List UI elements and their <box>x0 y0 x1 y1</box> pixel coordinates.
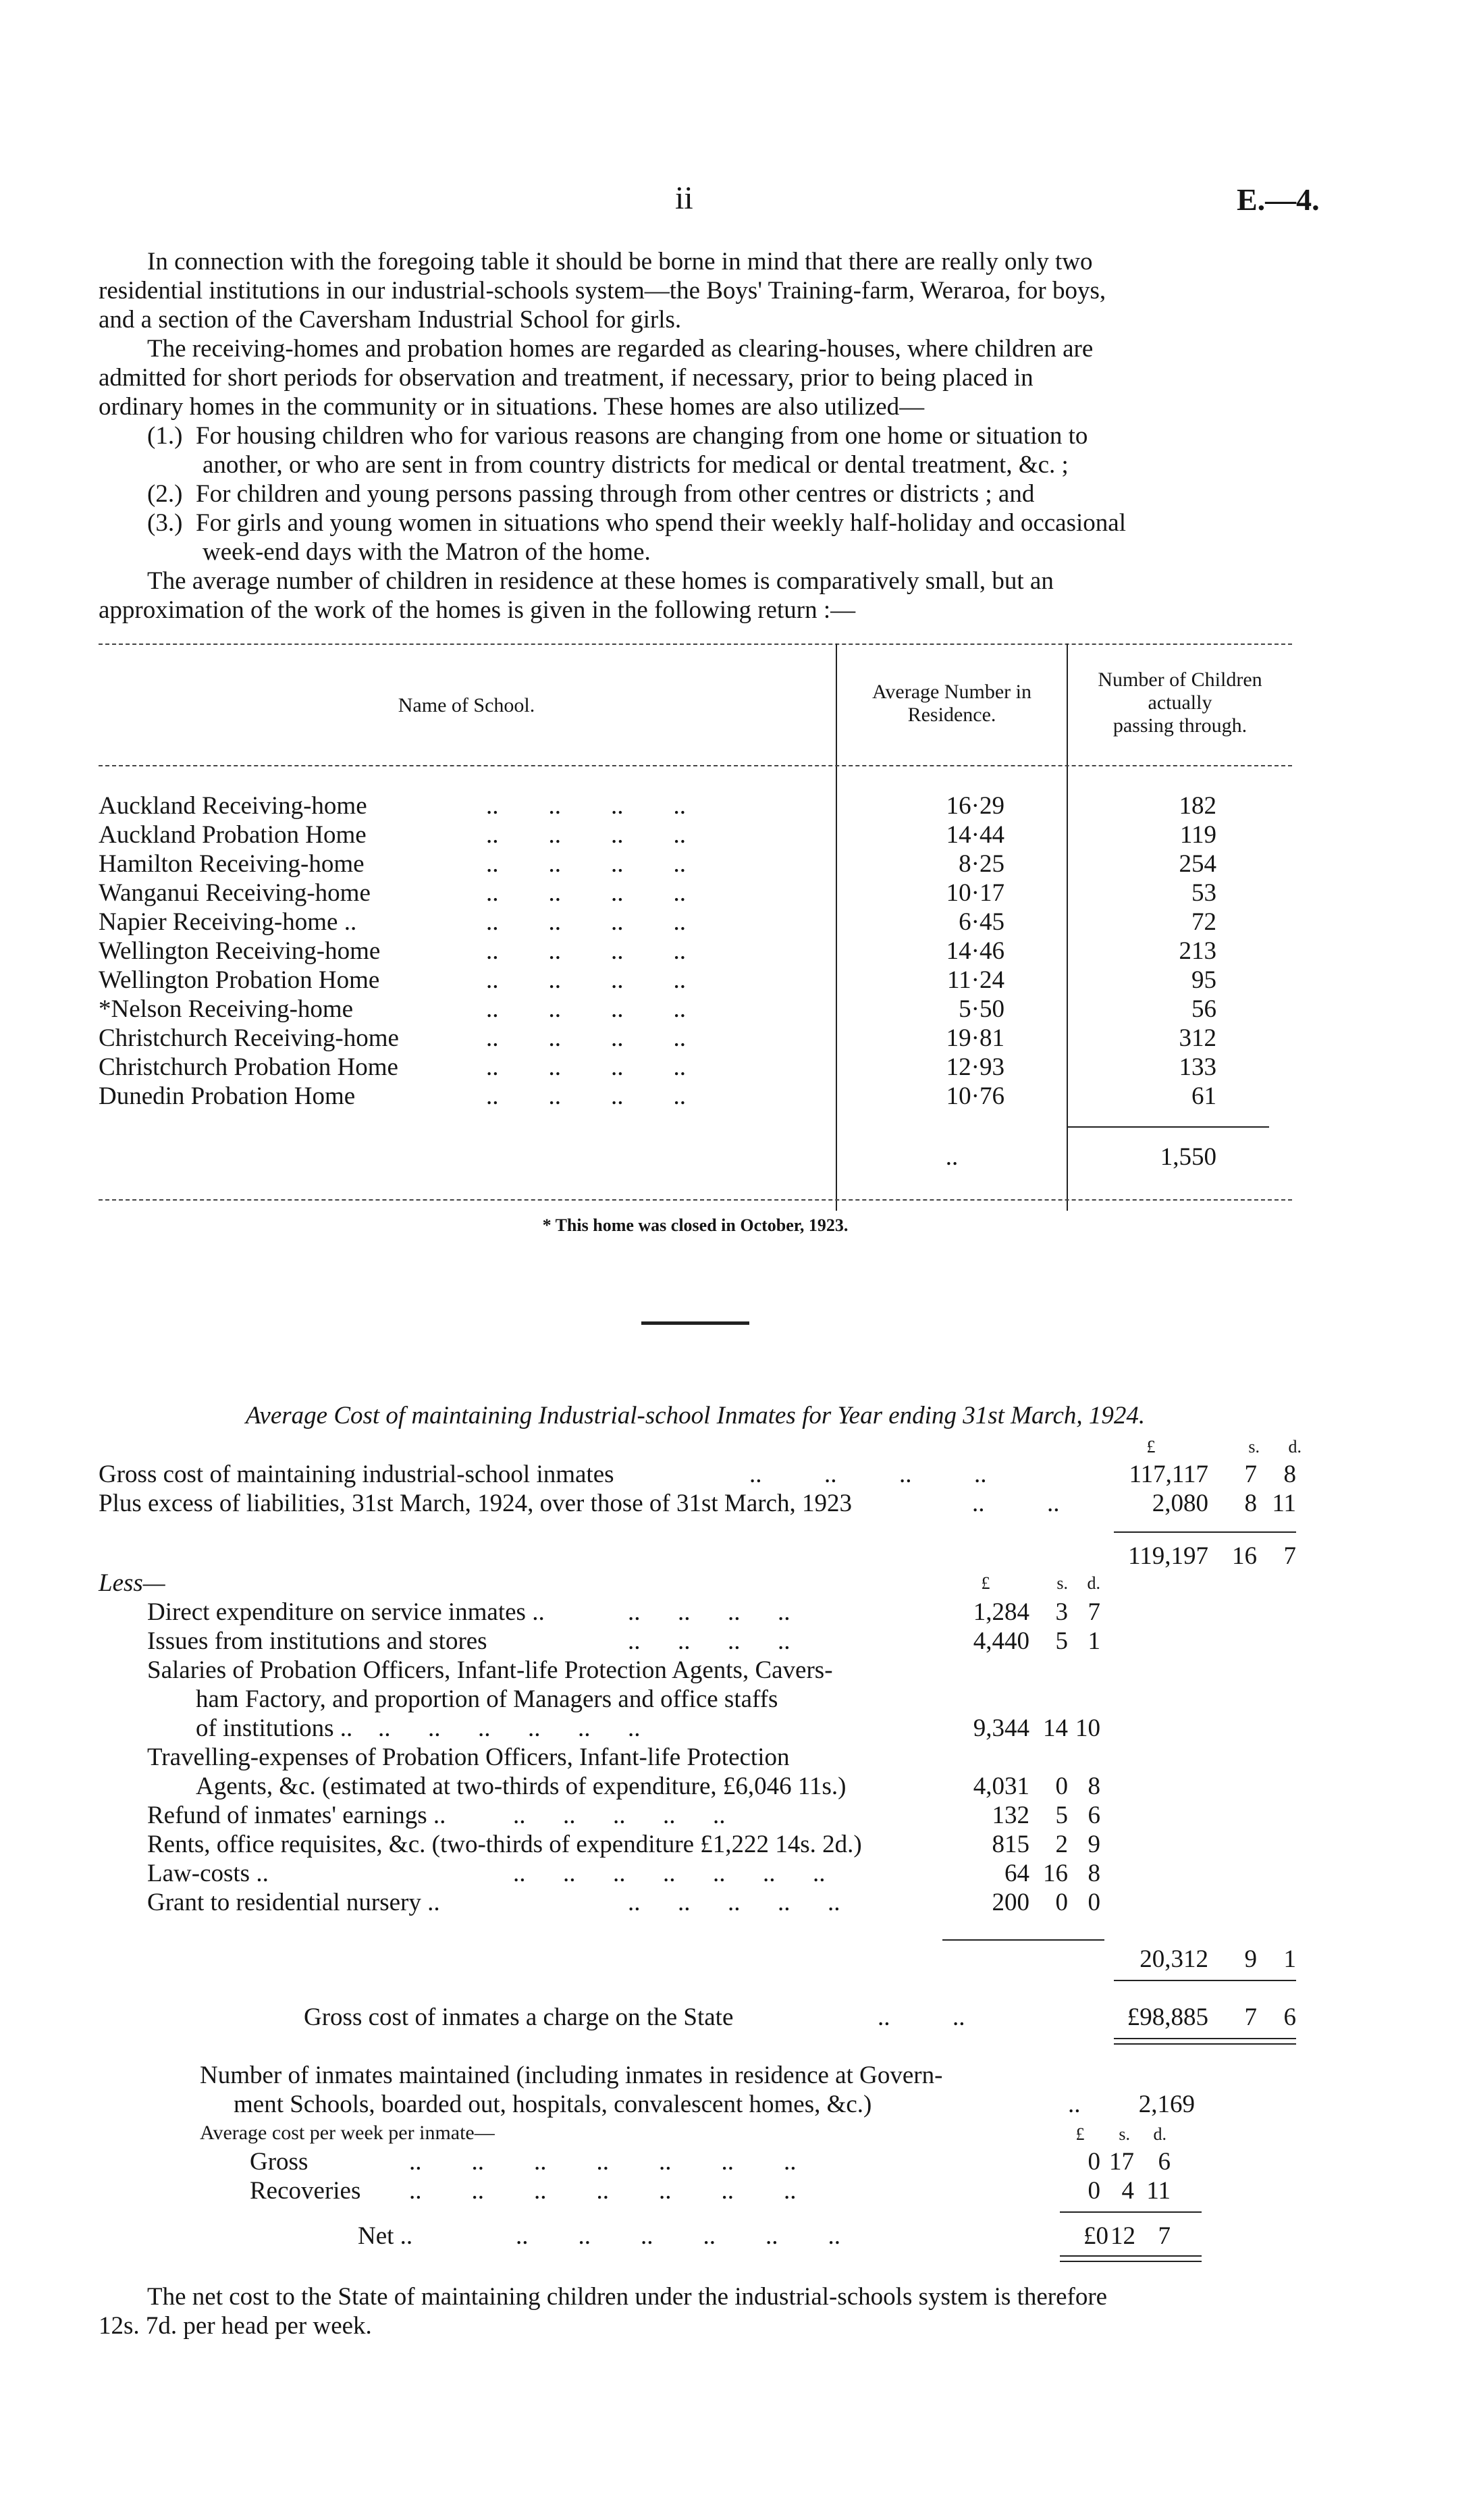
weekly-row-dots: .. .. .. .. .. .. .. <box>409 2148 797 2176</box>
table-row-passing: 133 <box>1179 1053 1216 1081</box>
table-header-rule <box>99 765 1292 766</box>
intro-item-2-num: (2.) <box>147 480 183 508</box>
weekly-header-pence: d. <box>1153 2124 1166 2144</box>
table-row-average: 8·25 <box>959 850 1004 878</box>
deduction-pence: 10 <box>1075 1714 1100 1742</box>
intro-p3-line-2: approximation of the work of the homes is given in the following return :— <box>99 596 856 624</box>
table-row-leader-dots: .. .. .. .. <box>486 937 686 965</box>
net-double-rule-1 <box>1060 2255 1202 2257</box>
table-header-passing-line-1: Number of Children <box>1098 668 1262 691</box>
gross-line-dots: .. .. .. .. <box>749 1461 987 1488</box>
table-row-leader-dots: .. .. .. .. <box>486 1082 686 1110</box>
intro-p2-line-2: admitted for short periods for observation and treatment, if necessary, prior to being placed in <box>99 364 1034 392</box>
deduction-line-text: Direct expenditure on service inmates .. <box>147 1598 545 1626</box>
weekly-row-pence: 6 <box>1158 2148 1171 2176</box>
deduction-line-text: Agents, &c. (estimated at two-thirds of expenditure, £6,046 11s.) <box>196 1773 847 1800</box>
deduction-line-dots: .. .. .. .. .. .. .. <box>513 1860 826 1887</box>
inmates-dots: .. <box>1068 2091 1081 2118</box>
table-row-name: Dunedin Probation Home <box>99 1082 356 1110</box>
table-row-name: Wanganui Receiving-home <box>99 879 371 907</box>
deduction-amount: 132 <box>992 1802 1029 1829</box>
table-row-average: 19·81 <box>946 1024 1004 1052</box>
weekly-row-shillings: 4 <box>1121 2177 1134 2205</box>
state-charge-double-rule-2 <box>1114 2043 1296 2045</box>
deductions-header-pounds: £ <box>981 1573 990 1593</box>
cost-header-pence: d. <box>1288 1437 1302 1456</box>
inmates-value: 2,169 <box>1138 2091 1195 2118</box>
state-charge-pence: 6 <box>1283 2003 1296 2031</box>
cost-title: Average Cost of maintaining Industrial-school Inmates for Year ending 31st March, 1924. <box>245 1402 1146 1429</box>
table-header-average-line-1: Average Number in <box>871 681 1031 703</box>
intro-p1-line-1: In connection with the foregoing table it should be borne in mind that there are really only two <box>147 248 1093 275</box>
deductions-total-amount: 20,312 <box>1139 1945 1208 1973</box>
deduction-amount: 4,440 <box>973 1627 1029 1655</box>
deduction-line-dots: .. .. .. .. <box>628 1598 790 1626</box>
deduction-pence: 9 <box>1088 1831 1100 1858</box>
net-label: Net .. <box>358 2222 413 2250</box>
table-row-average: 10·76 <box>946 1082 1004 1110</box>
table-row-leader-dots: .. .. .. .. <box>486 821 686 849</box>
intro-p1-line-2: residential institutions in our industrial-schools system—the Boys' Training-farm, Weraroa, for boys, <box>99 277 1106 305</box>
gross-line-amount: 2,080 <box>1152 1490 1208 1517</box>
table-total-rule <box>1067 1126 1269 1128</box>
weekly-row-dots: .. .. .. .. .. .. .. <box>409 2177 797 2205</box>
table-row-average: 16·29 <box>946 792 1004 820</box>
table-row-passing: 182 <box>1179 792 1216 820</box>
subtotal-shillings: 16 <box>1232 1542 1257 1570</box>
table-row-leader-dots: .. .. .. .. <box>486 792 686 820</box>
cost-header-pounds: £ <box>1146 1437 1156 1456</box>
intro-item-1-line-2: another, or who are sent in from country districts for medical or dental treatment, &c. ; <box>203 451 1069 479</box>
net-pounds: £0 <box>1083 2222 1108 2250</box>
table-total-average: .. <box>945 1143 959 1171</box>
intro-item-1-num: (1.) <box>147 422 183 450</box>
gross-line-pence: 11 <box>1272 1490 1296 1517</box>
table-row-leader-dots: .. .. .. .. <box>486 850 686 878</box>
deduction-shillings: 2 <box>1055 1831 1068 1858</box>
deductions-header-pence: d. <box>1087 1573 1100 1593</box>
deduction-shillings: 16 <box>1043 1860 1068 1887</box>
gross-line-amount: 117,117 <box>1129 1461 1208 1488</box>
deductions-total-shillings: 9 <box>1244 1945 1257 1973</box>
table-top-rule <box>99 644 1292 645</box>
table-row-leader-dots: .. .. .. .. <box>486 908 686 936</box>
table-row-average: 14·46 <box>946 937 1004 965</box>
deduction-pence: 7 <box>1088 1598 1100 1626</box>
table-row-passing: 61 <box>1191 1082 1216 1110</box>
table-header-passing-line-3: passing through. <box>1112 714 1248 737</box>
state-charge-double-rule-1 <box>1114 2038 1296 2039</box>
table-row-leader-dots: .. .. .. .. <box>486 995 686 1023</box>
inmates-line-1: Number of inmates maintained (including inmates in residence at Govern- <box>200 2062 943 2089</box>
state-charge-shillings: 7 <box>1244 2003 1257 2031</box>
deduction-pence: 8 <box>1088 1773 1100 1800</box>
gross-line-shillings: 7 <box>1244 1461 1257 1488</box>
weekly-row-pence: 11 <box>1146 2177 1171 2205</box>
deduction-pence: 1 <box>1088 1627 1100 1655</box>
conclusion-line-1: The net cost to the State of maintaining children under the industrial-schools system is therefore <box>147 2283 1108 2311</box>
deduction-amount: 815 <box>992 1831 1029 1858</box>
deduction-shillings: 14 <box>1043 1714 1068 1742</box>
deduction-line-dots: .. .. .. .. .. <box>628 1889 840 1916</box>
subtotal-pence: 7 <box>1283 1542 1296 1570</box>
deduction-line-text: ham Factory, and proportion of Managers and office staffs <box>196 1685 778 1713</box>
net-dots: .. .. .. .. .. .. <box>516 2222 840 2250</box>
deduction-amount: 64 <box>1004 1860 1029 1887</box>
weekly-header-shillings: s. <box>1119 2124 1130 2144</box>
table-row-leader-dots: .. .. .. .. <box>486 966 686 994</box>
table-row-name: Auckland Probation Home <box>99 821 367 849</box>
deductions-header-shillings: s. <box>1056 1573 1068 1593</box>
table-row-name: Wellington Probation Home <box>99 966 380 994</box>
subtotal-rule <box>1114 1531 1296 1533</box>
gross-line-shillings: 8 <box>1244 1490 1257 1517</box>
table-row-name: Hamilton Receiving-home <box>99 850 365 878</box>
intro-item-3-line-1: For girls and young women in situations who spend their weekly half-holiday and occasional <box>196 509 1126 537</box>
table-row-passing: 56 <box>1191 995 1216 1023</box>
deduction-line-text: of institutions .. <box>196 1714 353 1742</box>
table-row-average: 6·45 <box>959 908 1004 936</box>
deduction-line-text: Issues from institutions and stores <box>147 1627 487 1655</box>
inmates-line-2: ment Schools, boarded out, hospitals, convalescent homes, &c.) <box>234 2091 872 2118</box>
table-row-passing: 119 <box>1179 821 1216 849</box>
deductions-total-pence: 1 <box>1283 1945 1296 1973</box>
weekly-row-shillings: 17 <box>1109 2148 1134 2176</box>
intro-item-2-line-1: For children and young persons passing through from other centres or districts ; and <box>196 480 1035 508</box>
table-row-name: Auckland Receiving-home <box>99 792 367 820</box>
weekly-row-pounds: 0 <box>1088 2177 1100 2205</box>
deductions-total-rule <box>1114 1980 1296 1981</box>
weekly-header-pounds: £ <box>1075 2124 1085 2144</box>
table-total-passing: 1,550 <box>1160 1143 1216 1171</box>
deduction-shillings: 0 <box>1055 1773 1068 1800</box>
less-label: Less— <box>99 1569 165 1597</box>
intro-item-1-line-1: For housing children who for various reasons are changing from one home or situation to <box>196 422 1088 450</box>
net-double-rule-2 <box>1060 2261 1202 2262</box>
table-row-leader-dots: .. .. .. .. <box>486 879 686 907</box>
deduction-amount: 4,031 <box>973 1773 1029 1800</box>
subtotal-amount: 119,197 <box>1128 1542 1208 1570</box>
deduction-amount: 200 <box>992 1889 1029 1916</box>
table-row-passing: 254 <box>1179 850 1216 878</box>
intro-p3-line-1: The average number of children in residence at these homes is comparatively small, but an <box>147 567 1054 595</box>
deduction-shillings: 5 <box>1055 1802 1068 1829</box>
deduction-shillings: 5 <box>1055 1627 1068 1655</box>
deduction-amount: 9,344 <box>973 1714 1029 1742</box>
table-row-average: 14·44 <box>946 821 1004 849</box>
deduction-line-text: Law-costs .. <box>147 1860 269 1887</box>
gross-line-label: Gross cost of maintaining industrial-school inmates <box>99 1461 614 1488</box>
cost-header-shillings: s. <box>1248 1437 1260 1456</box>
section-divider <box>641 1321 749 1325</box>
gross-line-dots: .. .. <box>972 1490 1060 1517</box>
net-pence: 7 <box>1158 2222 1171 2250</box>
deduction-shillings: 0 <box>1055 1889 1068 1916</box>
table-row-name: Christchurch Probation Home <box>99 1053 398 1081</box>
deduction-pence: 0 <box>1088 1889 1100 1916</box>
intro-item-3-num: (3.) <box>147 509 183 537</box>
deduction-line-text: Travelling-expenses of Probation Officers, Infant-life Protection <box>147 1743 790 1771</box>
state-charge-label: Gross cost of inmates a charge on the State <box>304 2003 734 2031</box>
weekly-row-pounds: 0 <box>1088 2148 1100 2176</box>
weekly-row-label: Gross <box>250 2148 309 2176</box>
deduction-line-text: Salaries of Probation Officers, Infant-life Protection Agents, Cavers- <box>147 1656 833 1684</box>
table-row-name: Christchurch Receiving-home <box>99 1024 399 1052</box>
table-row-average: 11·24 <box>947 966 1004 994</box>
deduction-line-text: Refund of inmates' earnings .. <box>147 1802 446 1829</box>
net-shillings: 12 <box>1110 2222 1135 2250</box>
deduction-line-dots: .. .. .. .. .. .. <box>378 1714 641 1742</box>
table-row-leader-dots: .. .. .. .. <box>486 1053 686 1081</box>
deduction-pence: 8 <box>1088 1860 1100 1887</box>
table-header-average-line-2: Residence. <box>907 704 996 726</box>
conclusion-line-2: 12s. 7d. per head per week. <box>99 2312 372 2340</box>
table-footnote: * This home was closed in October, 1923. <box>542 1215 849 1235</box>
table-row-passing: 72 <box>1191 908 1216 936</box>
table-row-average: 5·50 <box>959 995 1004 1023</box>
table-row-name: Wellington Receiving-home <box>99 937 381 965</box>
table-row-passing: 213 <box>1179 937 1216 965</box>
intro-item-3-line-2: week-end days with the Matron of the home. <box>203 538 651 566</box>
table-header-passing-line-2: actually <box>1148 691 1212 714</box>
weekly-row-label: Recoveries <box>250 2177 361 2205</box>
table-row-passing: 312 <box>1179 1024 1216 1052</box>
gross-line-label: Plus excess of liabilities, 31st March, 1924, over those of 31st March, 1923 <box>99 1490 852 1517</box>
intro-p2-line-3: ordinary homes in the community or in situations. These homes are also utilized— <box>99 393 925 421</box>
state-charge-dots: .. .. <box>878 2003 965 2031</box>
intro-p2-line-1: The receiving-homes and probation homes are regarded as clearing-houses, where children are <box>147 335 1094 363</box>
table-bottom-rule <box>99 1199 1292 1201</box>
deductions-rule <box>942 1939 1104 1941</box>
intro-p1-line-3: and a section of the Caversham Industrial School for girls. <box>99 306 682 334</box>
report-code: E.—4. <box>1237 182 1320 217</box>
deduction-shillings: 3 <box>1055 1598 1068 1626</box>
weekly-label: Average cost per week per inmate— <box>200 2122 495 2144</box>
table-row-name: Napier Receiving-home .. <box>99 908 357 936</box>
deduction-line-dots: .. .. .. .. <box>628 1627 790 1655</box>
table-row-leader-dots: .. .. .. .. <box>486 1024 686 1052</box>
table-row-passing: 53 <box>1191 879 1216 907</box>
deduction-amount: 1,284 <box>973 1598 1029 1626</box>
deduction-pence: 6 <box>1088 1802 1100 1829</box>
table-header-name: Name of School. <box>398 694 535 716</box>
table-row-name: *Nelson Receiving-home <box>99 995 354 1023</box>
weekly-rule <box>1060 2211 1202 2213</box>
page-number: ii <box>675 180 693 216</box>
deduction-line-text: Grant to residential nursery .. <box>147 1889 440 1916</box>
deduction-line-text: Rents, office requisites, &c. (two-thirds of expenditure £1,222 14s. 2d.) <box>147 1831 862 1858</box>
table-row-passing: 95 <box>1191 966 1216 994</box>
table-row-average: 12·93 <box>946 1053 1004 1081</box>
table-row-average: 10·17 <box>946 879 1004 907</box>
state-charge-amount: £98,885 <box>1127 2003 1208 2031</box>
gross-line-pence: 8 <box>1283 1461 1296 1488</box>
deduction-line-dots: .. .. .. .. .. <box>513 1802 726 1829</box>
